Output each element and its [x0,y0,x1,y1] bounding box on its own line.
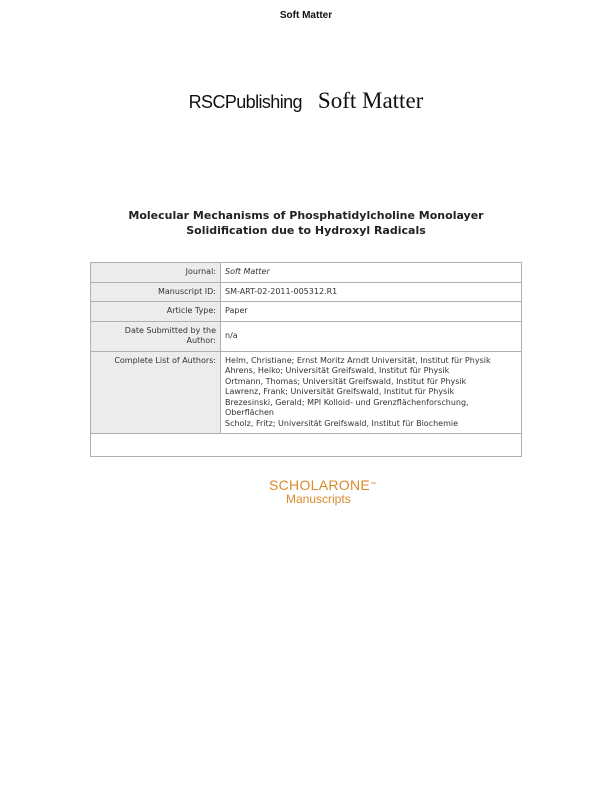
rsc-publishing-logo: RSCPublishing [188,92,302,112]
table-row [91,263,522,283]
paper-title-line-1: Molecular Mechanisms of Phosphatidylcholine Monolayer [128,209,484,222]
scholarone-logo [269,478,376,506]
author-entry: Ahrens, Heiko; Universität Greifswald, Institut für Physik [225,366,450,375]
scholarone-text: SCHOLARONE [269,477,371,493]
author-entry: Lawrenz, Frank; Universität Greifswald, Institut für Physik [225,387,455,396]
manuscript-id-label: Manuscript ID: [91,282,221,302]
manuscript-metadata-table [90,262,522,457]
running-header: Soft Matter [279,10,333,21]
table-row [91,321,522,351]
table-row [91,351,522,434]
journal-label: Journal: [91,263,221,283]
publisher-logos [0,88,612,114]
scholarone-wordmark [269,478,376,493]
author-entry: Helm, Christiane; Ernst Moritz Arndt Universität, Institut für Physik [225,355,491,365]
paper-title [90,208,522,238]
date-submitted-value: n/a [221,321,522,351]
manuscripts-text: Manuscripts [286,492,351,506]
manuscript-id-value: SM-ART-02-2011-005312.R1 [221,282,522,302]
empty-cell [91,434,522,457]
author-entry: Scholz, Fritz; Universität Greifswald, Institut für Biochemie [225,418,459,428]
author-entry: Brezesinski, Gerald; MPI Kolloid- und Grenzflächenforschung, Oberflächen [225,397,469,417]
author-entry: Ortmann, Thomas; Universität Greifswald, Institut für Physik [225,376,467,386]
table-row [91,282,522,302]
article-type-label: Article Type: [91,302,221,322]
trademark-symbol: ™ [370,482,377,488]
soft-matter-logo: Soft Matter [317,88,424,113]
authors-label: Complete List of Authors: [91,351,221,434]
table-row-empty [91,434,522,457]
journal-value: Soft Matter [221,263,522,283]
article-type-value: Paper [221,302,522,322]
paper-title-line-2: Solidification due to Hydroxyl Radicals [186,224,426,237]
date-submitted-label: Date Submitted by the Author: [91,321,221,351]
table-row [91,302,522,322]
authors-list [221,351,522,434]
